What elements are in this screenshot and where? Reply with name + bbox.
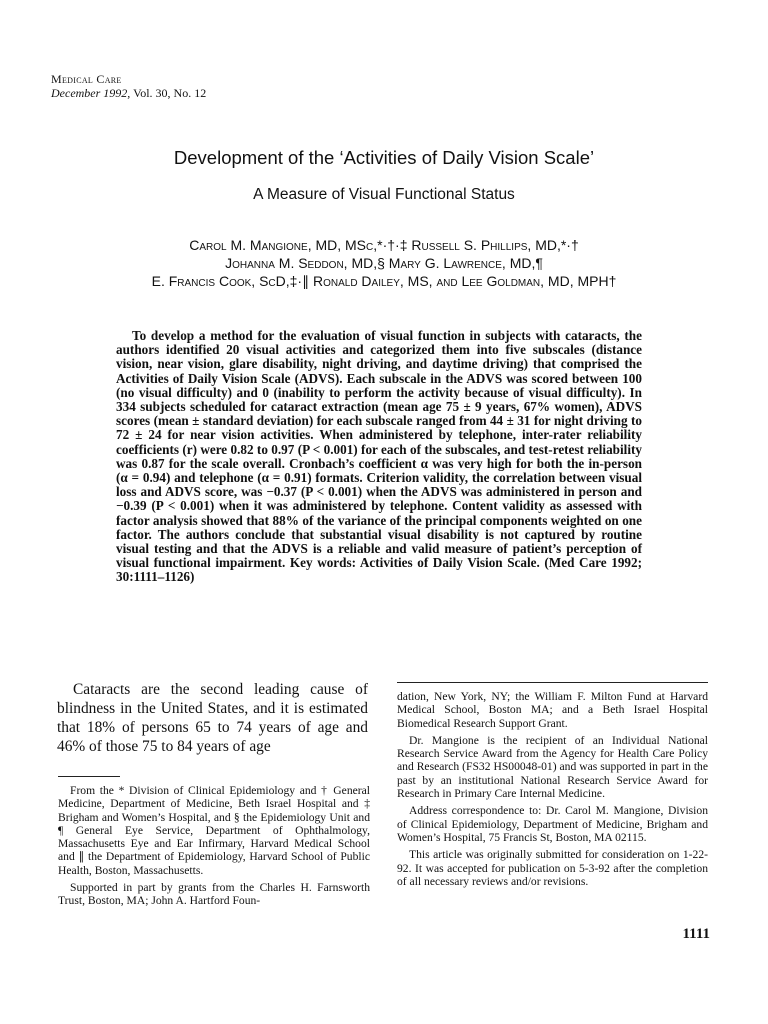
volume-issue: Vol. 30, No. 12 bbox=[130, 86, 207, 100]
article-subtitle: A Measure of Visual Functional Status bbox=[253, 186, 515, 203]
author-line: Johanna M. Seddon, MD,§ Mary G. Lawrence, MD,¶ bbox=[225, 255, 543, 271]
journal-issue bbox=[51, 86, 206, 100]
footnote-award: Dr. Mangione is the recipient of an Individual National Research Service Award from the Agency for Health Care Policy and Research (FS32 HS00048-01) and was supported in part in the past by an institutional National Research Service Award for Research in Primary Care Internal Medicine. bbox=[397, 733, 708, 801]
footnote-support: Supported in part by grants from the Charles H. Farnsworth Trust, Boston, MA; John A. Hartford Foun- bbox=[58, 881, 370, 908]
column-divider bbox=[397, 682, 708, 683]
footnote-divider bbox=[58, 776, 120, 777]
abstract: To develop a method for the evaluation of visual function in subjects with cataracts, the authors identified 20 visual activities and categorized them into five subscales (distance vision, near vision, glare disability, night driving, and daytime driving) that comprised the Activities of Daily Vision Scale (ADVS). Each subscale in the ADVS was scored between 100 (no visual difficulty) and 0 (inability to perform the activity because of visual difficulty). In 334 subjects scheduled for cataract extraction (mean age 75 ± 9 years, 67% women), ADVS scores (mean ± standard deviation) for each subscale ranged from 44 ± 31 for night driving to 72 ± 24 for near vision activities. When administered by telephone, inter-rater reliability coefficients (r) were 0.82 to 0.97 (P < 0.001) for each of the subscales, and test-retest reliability was 0.87 for the scale overall. Cronbach’s coefficient α was very high for both the in-person (α = 0.94) and telephone (α = 0.91) formats. Criterion validity, the correlation between visual loss and ADVS score, was −0.37 (P < 0.001) when the ADVS was administered in person and −0.39 (P < 0.001) when it was administered by telephone. Content validity as assessed with factor analysis showed that 88% of the variance of the principal components weighted on one factor. The authors conclude that substantial visual disability is not captured by routine visual testing and that the ADVS is a reliable and valid measure of patient’s perception of visual functional impairment. Key words: Activities of Daily Vision Scale. (Med Care 1992; 30:1111–1126) bbox=[116, 328, 642, 585]
footnotes-left-column bbox=[58, 784, 370, 912]
article-title: Development of the ‘Activities of Daily Vision Scale’ bbox=[173, 147, 595, 168]
page-number: 1111 bbox=[682, 926, 710, 942]
journal-header bbox=[51, 72, 206, 100]
footnote-submission: This article was originally submitted for consideration on 1-22-92. It was accepted for publication on 5-3-92 after the completion of all necessary reviews and/or revisions. bbox=[397, 848, 708, 888]
author-list bbox=[0, 236, 768, 290]
footnotes-right-column bbox=[397, 690, 708, 892]
issue-date: December 1992, bbox=[51, 86, 131, 100]
author-line: E. Francis Cook, ScD,‡·∥ Ronald Dailey, MS, and Lee Goldman, MD, MPH† bbox=[151, 273, 617, 289]
footnote-support-continued: dation, New York, NY; the William F. Milton Fund at Harvard Medical School, Boston MA; and a Beth Israel Hospital Biomedical Research Support Grant. bbox=[397, 690, 708, 730]
journal-name: Medical Care bbox=[51, 72, 122, 86]
footnote-correspondence: Address correspondence to: Dr. Carol M. Mangione, Division of Clinical Epidemiology, Department of Medicine, Brigham and Women’s Hospital, 75 Francis St, Boston, MA 02115. bbox=[397, 804, 708, 844]
footnote-affiliations: From the * Division of Clinical Epidemiology and † General Medicine, Department of Medicine, Beth Israel Hospital and ‡ Brigham and Women’s Hospital, and § the Epidemiology Unit and ¶ General Eye Service, Department of Ophthalmology, Massachusetts Eye and Ear Infirmary, Harvard Medical School and ∥ the Department of Epidemiology, Harvard School of Public Health, Boston, Massachusetts. bbox=[58, 784, 370, 877]
intro-paragraph: Cataracts are the second leading cause of blindness in the United States, and it is estimated that 18% of persons 65 to 74 years of age and 46% of those 75 to 84 years of age bbox=[57, 681, 368, 755]
author-line: Carol M. Mangione, MD, MSc,*·†·‡ Russell S. Phillips, MD,*·† bbox=[189, 237, 579, 253]
